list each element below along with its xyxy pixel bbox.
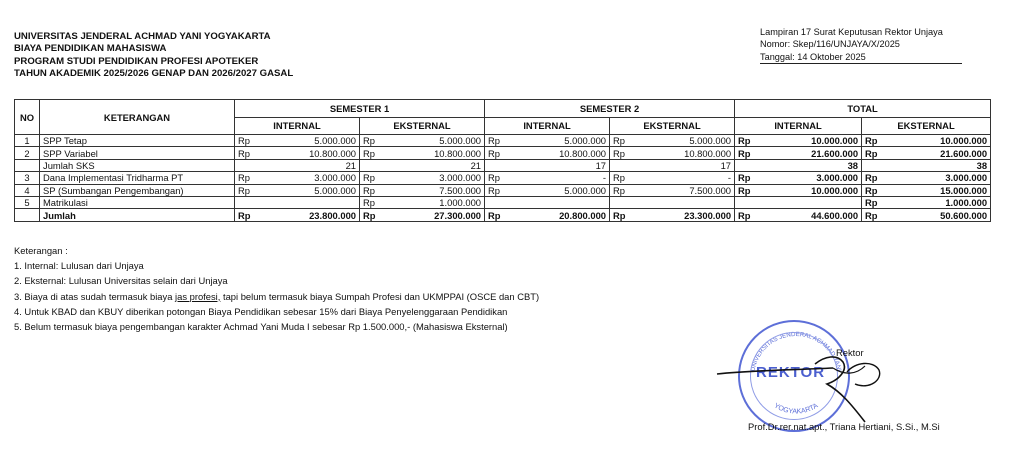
table-row	[15, 196, 991, 208]
note-3	[14, 289, 539, 304]
currency-cell	[360, 159, 384, 171]
amount-cell: 1.000.000	[384, 196, 485, 208]
table-row	[15, 135, 991, 147]
amount-cell: -	[634, 172, 735, 184]
fee-table	[14, 99, 991, 222]
amount-cell	[259, 196, 360, 208]
amount-cell: 5.000.000	[259, 135, 360, 147]
currency-cell: Rp	[485, 147, 509, 159]
currency-cell: Rp	[735, 172, 759, 184]
total-eksternal-header: EKSTERNAL	[862, 117, 991, 135]
amount-cell: 50.600.000	[886, 209, 991, 221]
decree-number: Nomor: Skep/116/UNJAYA/X/2025	[760, 39, 900, 50]
row-label: Jumlah SKS	[40, 159, 235, 171]
currency-cell: Rp	[862, 184, 886, 196]
currency-cell: Rp	[485, 209, 509, 221]
amount-cell: 10.800.000	[634, 147, 735, 159]
semester-2-header: SEMESTER 2	[485, 100, 735, 118]
amount-cell: 15.000.000	[886, 184, 991, 196]
amount-cell: 21	[259, 159, 360, 171]
currency-cell: Rp	[610, 209, 634, 221]
semester-1-header: SEMESTER 1	[235, 100, 485, 118]
row-number	[15, 209, 40, 221]
currency-cell: Rp	[235, 135, 259, 147]
fee-table-body	[15, 135, 991, 222]
total-row	[15, 209, 991, 221]
amount-cell: -	[509, 172, 610, 184]
amount-cell: 23.800.000	[259, 209, 360, 221]
currency-cell	[235, 196, 259, 208]
amount-cell: 17	[634, 159, 735, 171]
currency-cell: Rp	[485, 135, 509, 147]
note-3-end: tapi belum termasuk biaya Sumpah Profesi dan UKMPPAI (OSCE dan CBT)	[220, 290, 540, 302]
sem2-eksternal-header: EKSTERNAL	[610, 117, 735, 135]
stamp-center-text: REKTOR	[756, 364, 826, 381]
currency-cell: Rp	[862, 209, 886, 221]
amount-cell: 1.000.000	[886, 196, 991, 208]
row-label: SPP Tetap	[40, 135, 235, 147]
note-3-marked: jas profesi,	[175, 290, 221, 302]
currency-cell: Rp	[735, 135, 759, 147]
amount-cell: 3.000.000	[384, 172, 485, 184]
col-keterangan-header: KETERANGAN	[40, 100, 235, 135]
currency-cell: Rp	[610, 135, 634, 147]
amount-cell: 3.000.000	[886, 172, 991, 184]
sem2-internal-header: INTERNAL	[485, 117, 610, 135]
amount-cell: 7.500.000	[634, 184, 735, 196]
amount-cell: 3.000.000	[259, 172, 360, 184]
amount-cell: 3.000.000	[759, 172, 862, 184]
university-name: UNIVERSITAS JENDERAL ACHMAD YANI YOGYAKARTA	[14, 31, 271, 42]
amount-cell: 20.800.000	[509, 209, 610, 221]
amount-cell: 21.600.000	[759, 147, 862, 159]
document-header	[14, 31, 293, 81]
note-4: 4. Untuk KBAD dan KBUY diberikan potongan Biaya Pendidikan sebesar 15% dari Biaya Penyelenggaraan Pendidikan	[14, 305, 508, 317]
row-label: Jumlah	[40, 209, 235, 221]
currency-cell	[485, 159, 509, 171]
amount-cell: 10.000.000	[759, 184, 862, 196]
amount-cell	[759, 196, 862, 208]
amount-cell: 7.500.000	[384, 184, 485, 196]
note-5: 5. Belum termasuk biaya pengembangan karakter Achmad Yani Muda I sebesar Rp 1.500.000,- (Mahasiswa Eksternal)	[14, 321, 508, 333]
currency-cell: Rp	[360, 172, 384, 184]
total-internal-header: INTERNAL	[735, 117, 862, 135]
col-no-header: NO	[15, 100, 40, 135]
currency-cell: Rp	[862, 172, 886, 184]
note-3-start: 3. Biaya di atas sudah termasuk biaya	[14, 290, 176, 302]
amount-cell	[509, 196, 610, 208]
note-1: 1. Internal: Lulusan dari Unjaya	[14, 260, 144, 272]
currency-cell: Rp	[862, 147, 886, 159]
amount-cell: 27.300.000	[384, 209, 485, 221]
currency-cell: Rp	[360, 184, 384, 196]
amount-cell: 38	[759, 159, 862, 171]
row-number: 1	[15, 135, 40, 147]
currency-cell: Rp	[862, 196, 886, 208]
currency-cell	[735, 196, 759, 208]
amount-cell: 5.000.000	[384, 135, 485, 147]
currency-cell: Rp	[485, 184, 509, 196]
currency-cell: Rp	[735, 209, 759, 221]
row-number	[15, 159, 40, 171]
row-number: 3	[15, 172, 40, 184]
amount-cell: 21	[384, 159, 485, 171]
currency-cell: Rp	[360, 135, 384, 147]
stamp-bottom-text: YOGYAKARTA	[772, 402, 820, 416]
currency-cell: Rp	[485, 172, 509, 184]
currency-cell: Rp	[360, 209, 384, 221]
row-label: Dana Implementasi Tridharma PT	[40, 172, 235, 184]
notes-heading: Keterangan :	[14, 245, 68, 256]
amount-cell: 17	[509, 159, 610, 171]
row-label: Matrikulasi	[40, 196, 235, 208]
amount-cell	[634, 196, 735, 208]
table-row	[15, 147, 991, 159]
table-row	[15, 184, 991, 196]
note-2: 2. Eksternal: Lulusan Universitas selain dari Unjaya	[14, 275, 228, 287]
amount-cell: 5.000.000	[509, 135, 610, 147]
currency-cell: Rp	[235, 209, 259, 221]
currency-cell	[485, 196, 509, 208]
handwritten-signature	[715, 352, 895, 427]
amount-cell: 5.000.000	[259, 184, 360, 196]
currency-cell: Rp	[610, 147, 634, 159]
notes-section	[14, 243, 539, 334]
sem1-internal-header: INTERNAL	[235, 117, 360, 135]
currency-cell: Rp	[862, 135, 886, 147]
signatory-title: Rektor	[836, 347, 864, 358]
decree-reference	[760, 26, 962, 64]
amount-cell: 10.800.000	[259, 147, 360, 159]
currency-cell: Rp	[360, 196, 384, 208]
amount-cell: 38	[886, 159, 991, 171]
currency-cell	[610, 196, 634, 208]
amount-cell: 44.600.000	[759, 209, 862, 221]
decree-date: Tanggal: 14 Oktober 2025	[760, 51, 962, 64]
stamp-top-text: UNIVERSITAS JENDERAL ACHMAD YANI	[749, 330, 843, 372]
currency-cell: Rp	[735, 184, 759, 196]
currency-cell: Rp	[235, 172, 259, 184]
amount-cell: 10.800.000	[384, 147, 485, 159]
attachment-line: Lampiran 17 Surat Keputusan Rektor Unjaya	[760, 27, 943, 37]
amount-cell: 5.000.000	[509, 184, 610, 196]
currency-cell	[610, 159, 634, 171]
amount-cell: 23.300.000	[634, 209, 735, 221]
amount-cell: 10.800.000	[509, 147, 610, 159]
table-header-row-1	[15, 100, 991, 118]
currency-cell: Rp	[610, 184, 634, 196]
amount-cell: 10.000.000	[886, 135, 991, 147]
table-row	[15, 172, 991, 184]
currency-cell: Rp	[235, 184, 259, 196]
study-program: PROGRAM STUDI PENDIDIKAN PROFESI APOTEKER	[14, 55, 259, 67]
amount-cell: 21.600.000	[886, 147, 991, 159]
row-number: 2	[15, 147, 40, 159]
currency-cell	[235, 159, 259, 171]
academic-year: TAHUN AKADEMIK 2025/2026 GENAP DAN 2026/2027 GASAL	[14, 68, 294, 80]
currency-cell: Rp	[235, 147, 259, 159]
row-number: 5	[15, 196, 40, 208]
signatory-name: Prof.Dr.rer.nat.apt., Triana Hertiani, S.Si., M.Si	[748, 421, 940, 432]
document-title: BIAYA PENDIDIKAN MAHASISWA	[14, 43, 167, 55]
amount-cell: 5.000.000	[634, 135, 735, 147]
amount-cell: 10.000.000	[759, 135, 862, 147]
currency-cell: Rp	[360, 147, 384, 159]
row-label: SP (Sumbangan Pengembangan)	[40, 184, 235, 196]
row-number: 4	[15, 184, 40, 196]
currency-cell	[862, 159, 886, 171]
row-label: SPP Variabel	[40, 147, 235, 159]
total-header: TOTAL	[735, 100, 991, 118]
currency-cell: Rp	[610, 172, 634, 184]
table-row	[15, 159, 991, 171]
currency-cell: Rp	[735, 147, 759, 159]
sem1-eksternal-header: EKSTERNAL	[360, 117, 485, 135]
currency-cell	[735, 159, 759, 171]
